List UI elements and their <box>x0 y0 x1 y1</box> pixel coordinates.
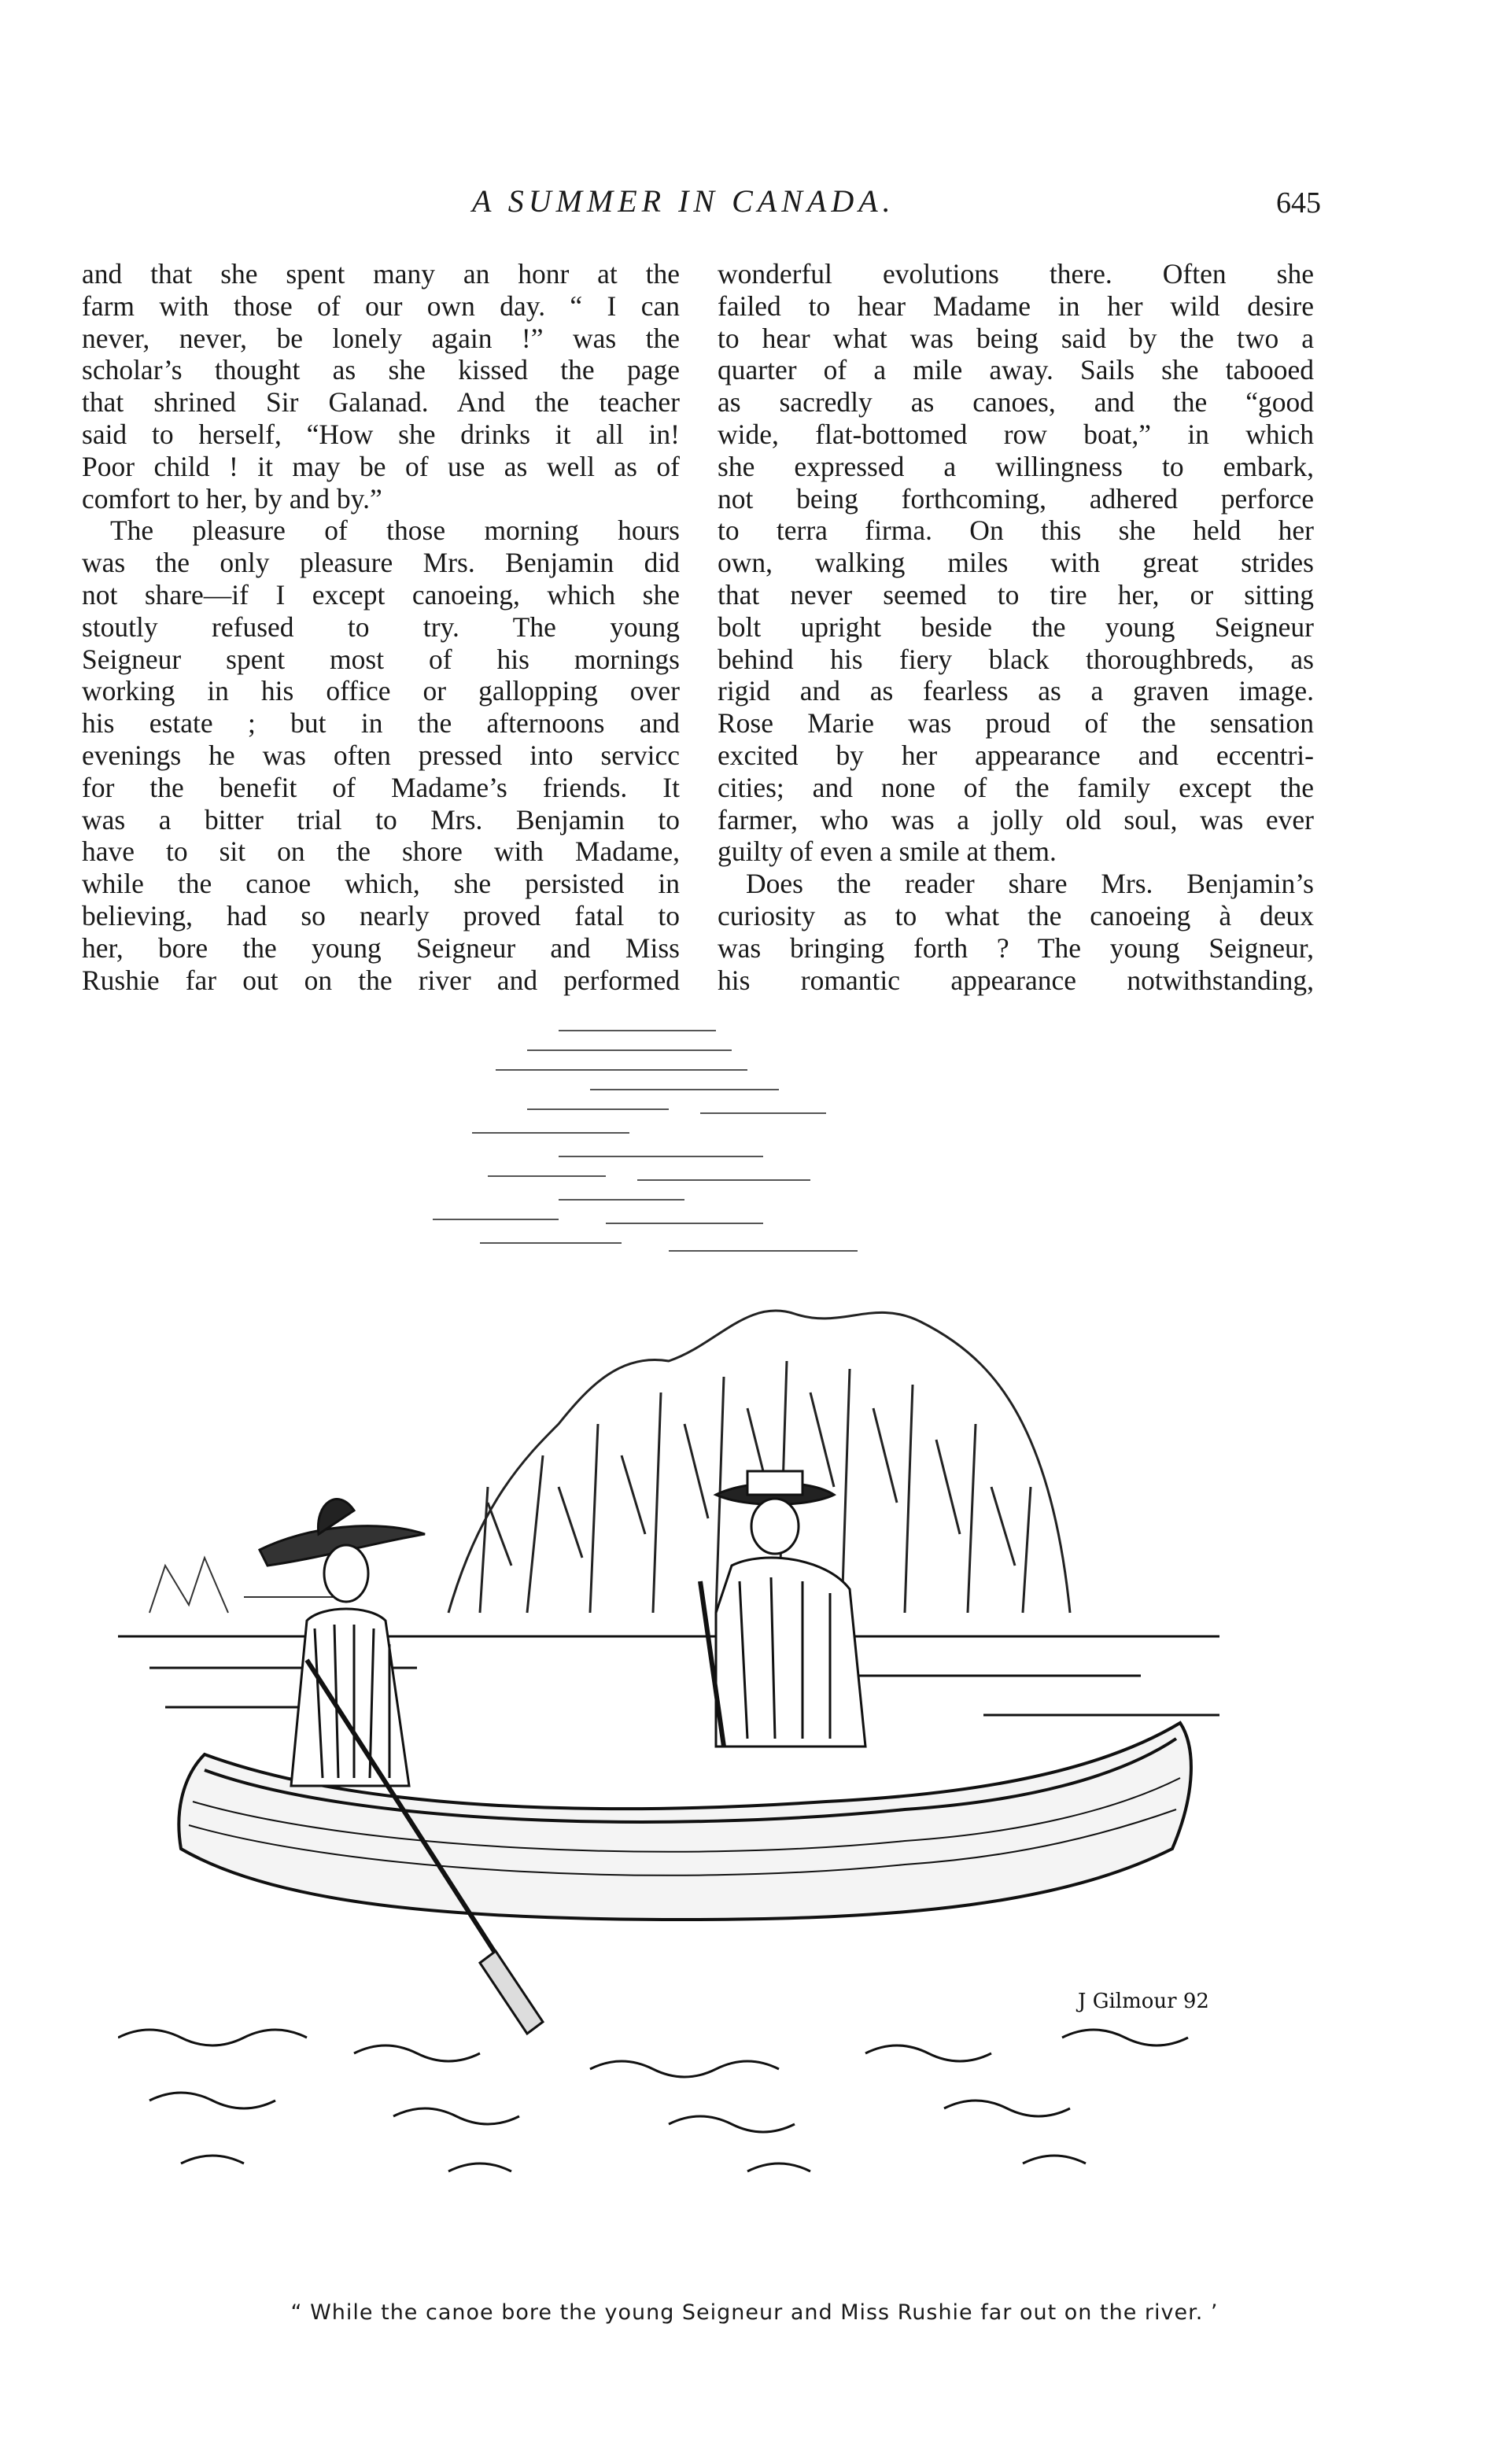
text-line: his estate ; but in the afternoons and <box>82 707 680 740</box>
man-figure <box>716 1471 865 1747</box>
text-line: Rose Marie was proud of the sensation <box>718 707 1314 740</box>
text-line: have to sit on the shore with Madame, <box>82 835 680 868</box>
text-line: comfort to her, by and by.” <box>82 482 382 515</box>
right-text-column <box>718 258 1314 996</box>
text-line: rigid and as fearless as a graven image. <box>718 675 1314 707</box>
running-head: A SUMMER IN CANADA. <box>472 183 895 219</box>
paragraph-start-line: The pleasure of those morning hours <box>110 515 680 547</box>
page-number: 645 <box>1276 186 1321 219</box>
text-line: to hear what was being said by the two a <box>718 322 1314 354</box>
left-text-column <box>82 258 680 996</box>
text-line: was a bitter trial to Mrs. Benjamin to <box>82 803 680 835</box>
text-line: was the only pleasure Mrs. Benjamin did <box>82 547 680 579</box>
text-line: and that she spent many an honr at the <box>82 258 680 290</box>
text-line: not being forthcoming, adhered perforce <box>718 482 1314 515</box>
text-line: quarter of a mile away. Sails she tabooed <box>718 354 1314 386</box>
text-line: said to herself, “How she drinks it all in! <box>82 418 680 450</box>
text-line: scholar’s thought as she kissed the page <box>82 354 680 386</box>
sky-hatching <box>433 1031 858 1251</box>
text-line: for the benefit of Madame’s friends. It <box>82 771 680 803</box>
text-line: while the canoe which, she persisted in <box>82 868 680 900</box>
paragraph-start-line: Does the reader share Mrs. Benjamin’s <box>746 868 1314 900</box>
text-line: excited by her appearance and eccentri- <box>718 739 1314 771</box>
text-line: failed to hear Madame in her wild desire <box>718 290 1314 322</box>
text-line: farm with those of our own day. “ I can <box>82 290 680 322</box>
text-line: Rushie far out on the river and performed <box>82 964 680 996</box>
text-line: believing, had so nearly proved fatal to <box>82 899 680 931</box>
text-line: cities; and none of the family except the <box>718 771 1314 803</box>
text-line: not share—if I except canoeing, which she <box>82 578 680 610</box>
text-line: bolt upright beside the young Seigneur <box>718 610 1314 643</box>
text-line: she expressed a willingness to embark, <box>718 450 1314 482</box>
canoe-illustration <box>118 1015 1259 2203</box>
text-line: Poor child ! it may be of use as well as of <box>82 450 680 482</box>
far-shore-left <box>149 1558 354 1613</box>
woman-figure <box>260 1499 425 1786</box>
text-line: was bringing forth ? The young Seigneur, <box>718 931 1314 964</box>
text-line: to terra firma. On this she held her <box>718 515 1314 547</box>
text-line: that shrined Sir Galanad. And the teacher <box>82 386 680 419</box>
text-line: that never seemed to tire her, or sitting <box>718 578 1314 610</box>
text-line: guilty of even a smile at them. <box>718 835 1057 868</box>
text-line: his romantic appearance notwithstanding, <box>718 964 1314 996</box>
text-line: own, walking miles with great strides <box>718 547 1314 579</box>
text-line: farmer, who was a jolly old soul, was ever <box>718 803 1314 835</box>
text-line: wide, flat-bottomed row boat,” in which <box>718 418 1314 450</box>
text-line: her, bore the young Seigneur and Miss <box>82 931 680 964</box>
illustration-caption: “ While the canoe bore the young Seigneur and Miss Rushie far out on the river. ’ <box>290 2300 1219 2325</box>
text-line: as sacredly as canoes, and the “good <box>718 386 1314 419</box>
text-line: curiosity as to what the canoeing à deux <box>718 899 1314 931</box>
text-line: evenings he was often pressed into servicc <box>82 739 680 771</box>
text-line: wonderful evolutions there. Often she <box>718 258 1314 290</box>
text-line: never, never, be lonely again !” was the <box>82 322 680 354</box>
text-line: stoutly refused to try. The young <box>82 610 680 643</box>
artist-signature: J Gilmour 92 <box>1078 1990 1209 2013</box>
text-line: working in his office or gallopping over <box>82 675 680 707</box>
text-line: behind his fiery black thoroughbreds, as <box>718 643 1314 675</box>
text-line: Seigneur spent most of his mornings <box>82 643 680 675</box>
